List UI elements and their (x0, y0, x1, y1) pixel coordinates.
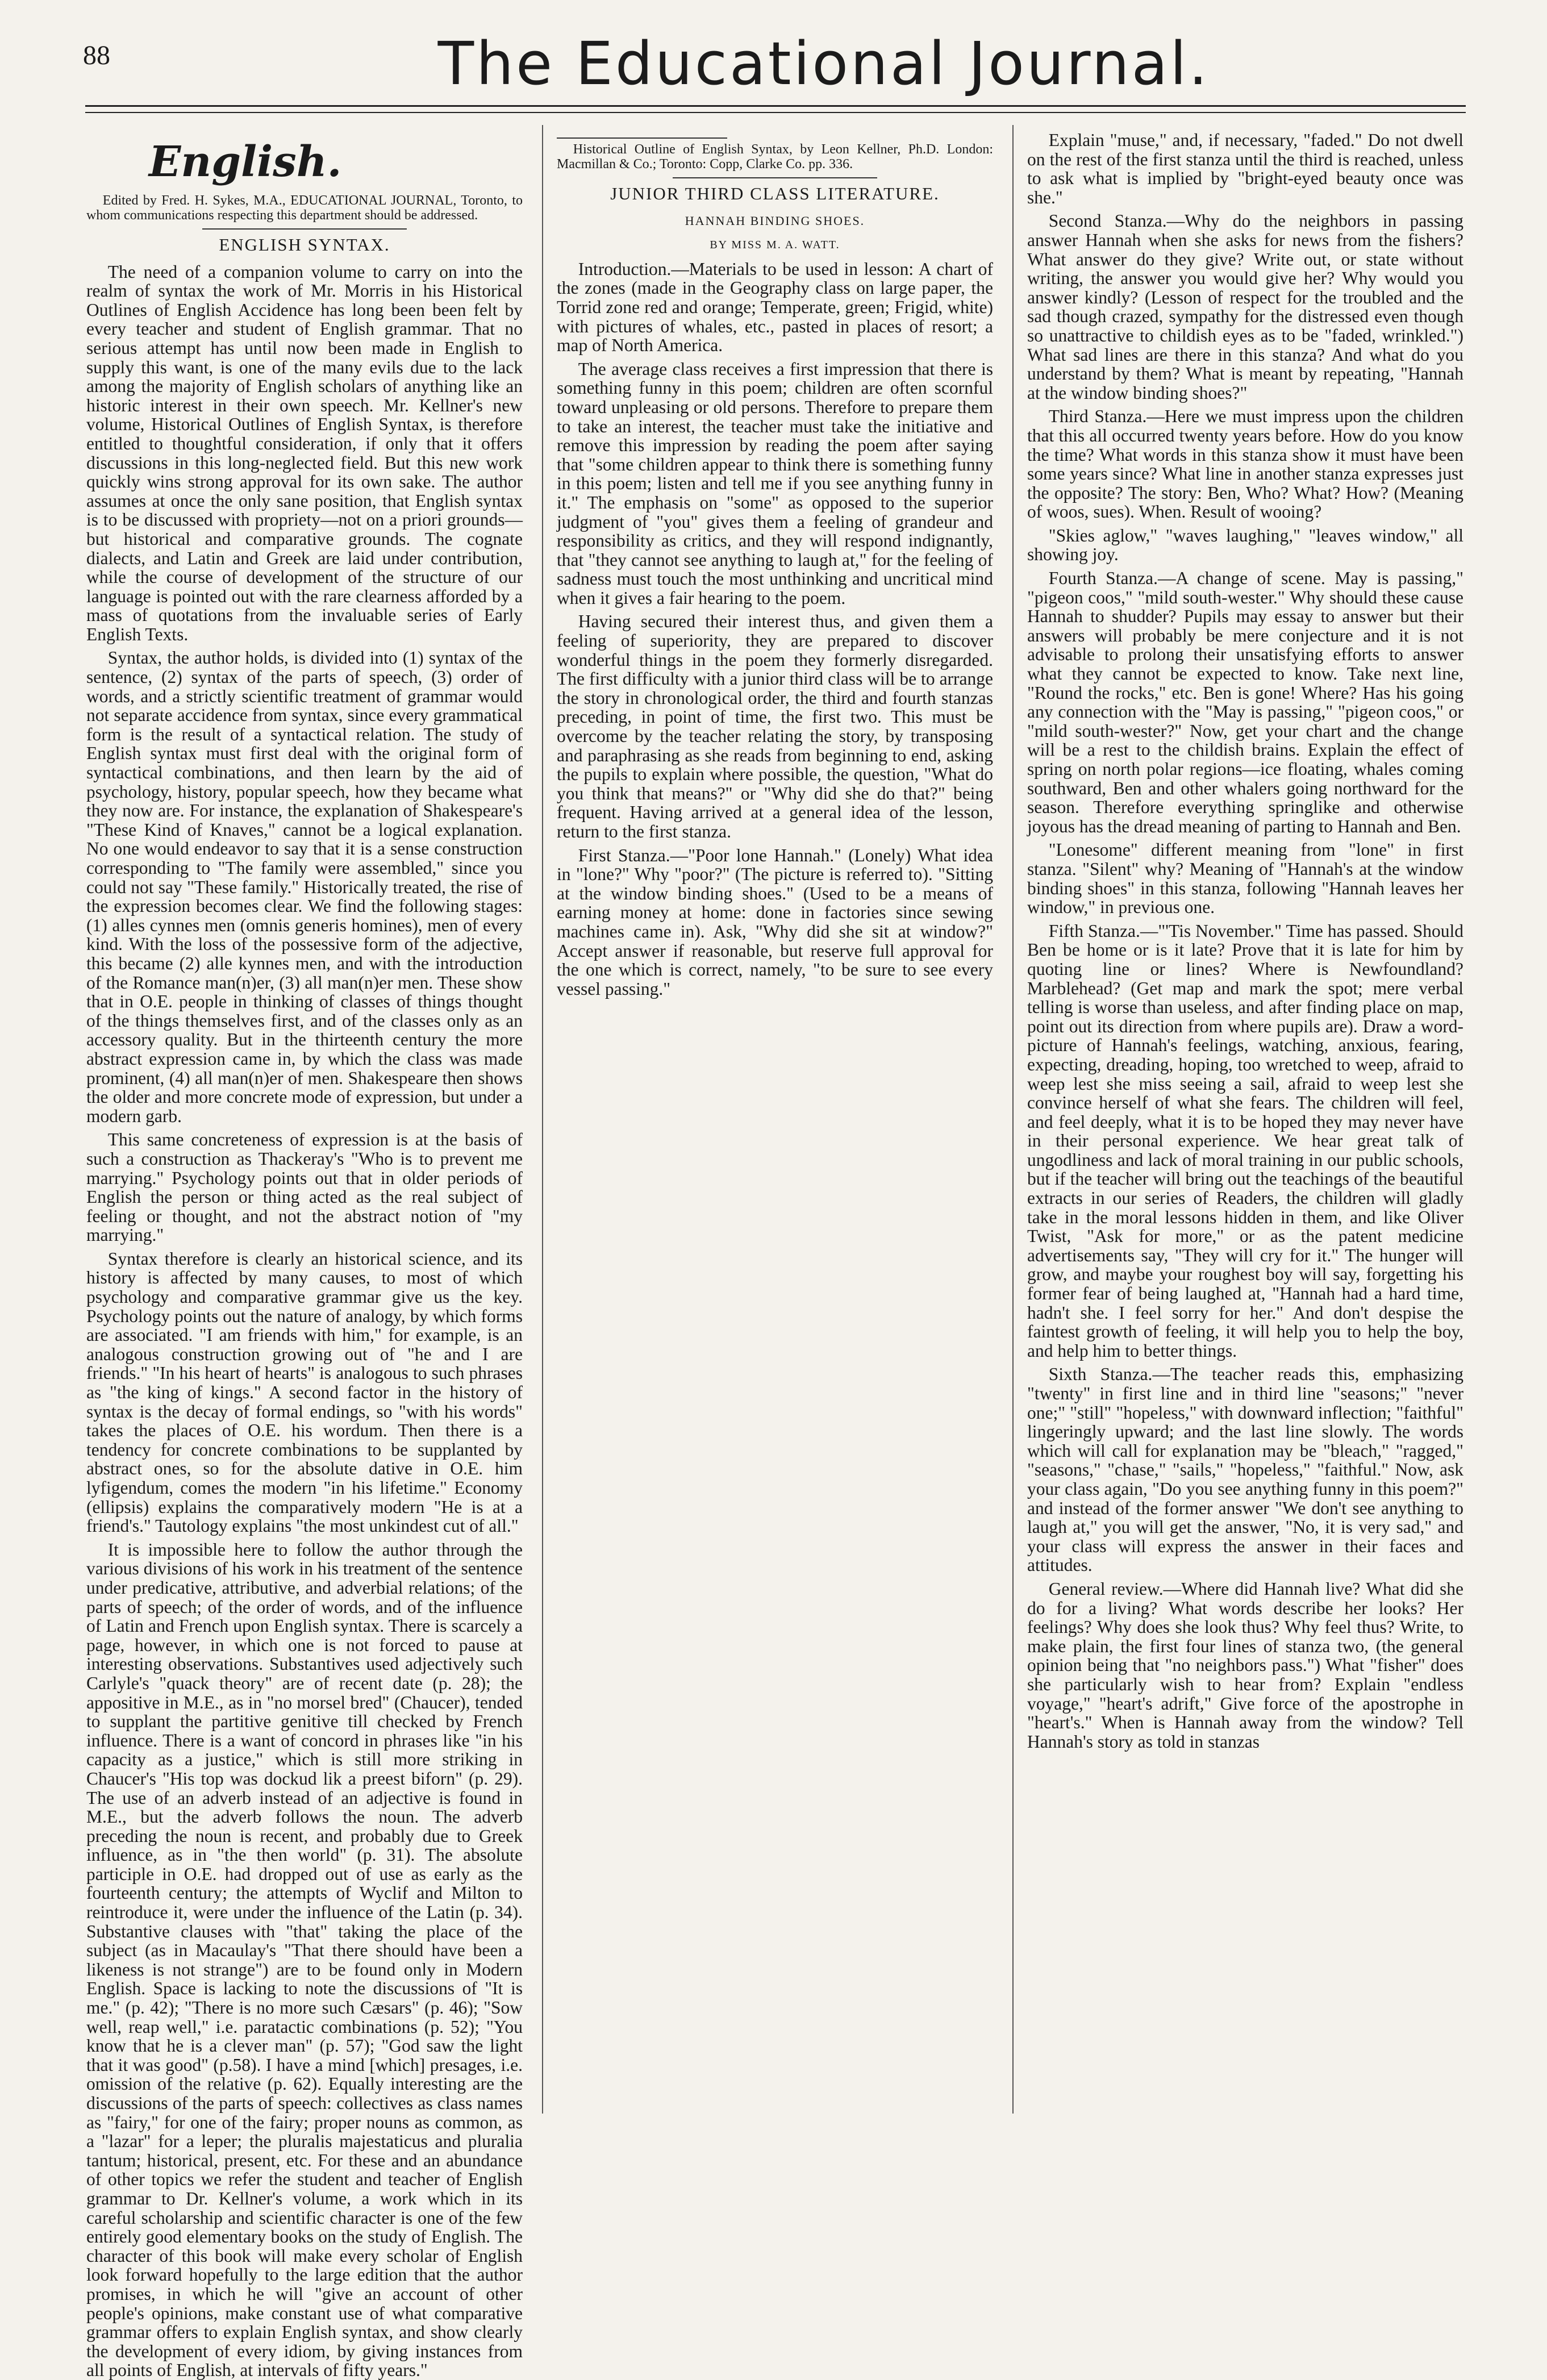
paragraph: Sixth Stanza.—The teacher reads this, emphasizing "twenty" in first line and in third line "seasons;" "never one;" "still" "hopeless," with downward inflection; "faithful" lingeringly upward; and the last line slowly. The words which will call for explanation may be "bleach," "ragged," "seasons," "chase," "sails," "hopeless," "faithful." Now, ask your class again, "Do you see anything funny in this poem?" and instead of the former answer "We don't see anything to laugh at," you will get the answer, "No, it is very sad," and your class will express the answer in their faces and attitudes. (1027, 1364, 1463, 1575)
paragraph: First Stanza.—"Poor lone Hannah." (Lonely) What idea in "lone?" Why "poor?" (The picture is referred to). "Sitting at the window binding shoes." (Used to be a means of earning money at home: done in factories since sewing machines came in). Ask, "Why did she sit at window?" Accept answer if reasonable, but reserve full approval for the one which is correct, namely, "to be sure to see every vessel passing." (557, 845, 993, 999)
article-subheading: HANNAH BINDING SHOES. (685, 213, 865, 228)
paragraph: Third Stanza.—Here we must impress upon the children that this all occurred twenty years before. How do you know the time? What words in this stanza show it must have been some years since? What line in another stanza expresses just the opposite? The story: Ben, Who? What? How? (Meaning of woos, sues). When. Result of wooing? (1027, 406, 1463, 522)
paragraph: Explain "muse," and, if necessary, "faded." Do not dwell on the rest of the first stanza until the third is reached, unless to ask what is implied by "bright-eyed beauty once was she." (1027, 130, 1463, 207)
paragraph: This same concreteness of expression is at the basis of such a construction as Thackeray's "Who is to prevent me marrying." Psychology points out that in older periods of English the person or thing acted as the real subject of feeling or thought, and not the abstract notion of "my marrying." (86, 1129, 523, 1245)
column-2 (557, 131, 993, 2108)
column-divider (542, 125, 543, 2114)
header-rule (85, 105, 1466, 107)
paragraph: Having secured their interest thus, and given them a feeling of superiority, they are prepared to discover wonderful things in the poem they formerly disregarded. The first difficulty with a junior third class will be to arrange the story in chronological order, the third and fourth stanzas preceding, in point of time, the first two. This must be overcome by the teacher relating the story, by transposing and paraphrasing as she reads from beginning to end, asking the pupils to explain where possible, the question, "What do you think that means?" or "Why did she do that?" being frequent. Having arrived at a general idea of the lesson, return to the first stanza. (557, 611, 993, 841)
article-heading: ENGLISH SYNTAX. (219, 235, 390, 255)
journal-title: The Educational Journal. (437, 29, 1210, 98)
column-1 (86, 131, 523, 2380)
paragraph: Second Stanza.—Why do the neighbors in passing answer Hannah when she asks for news from the fishers? What answer do they give? Write out, or state without writing, the answer you would give her? Why would you answer kindly? (Lesson of respect for the troubled and the sad though crazed, sympathy for the distressed even though so unattractive to childish eyes as to be "faded, wrinkled.") What sad lines are there in this stanza? And what do you understand by them? What is meant by repeating, "Hannah at the window binding shoes?" (1027, 211, 1463, 403)
footnote-rule (557, 137, 727, 139)
page-number: 88 (83, 40, 110, 70)
footnote: Historical Outline of English Syntax, by Leon Kellner, Ph.D. London: Macmillan & Co.; Toronto: Copp, Clarke Co. pp. 336. (557, 142, 993, 172)
paragraph: The need of a companion volume to carry on into the realm of syntax the work of Mr. Morris in his Historical Outlines of English Accidence has long been been felt by every teacher and student of English grammar. That no serious attempt has until now been made in English to supply this want, is one of the many evils due to the lack among the majority of English scholars of anything like an historic interest in their own speech. Mr. Kellner's new volume, Historical Outlines of English Syntax, is therefore entitled to thoughtful consideration, if only that it offers discussions in this long-neglected field. But this new work quickly wins strong approval for its own sake. The author assumes at once the only sane position, that English syntax is to be discussed with propriety—not on a priori grounds—but historical and comparative grounds. The cognate dialects, and Latin and Greek are laid under contribution, while the course of development of the structure of our language is pointed out with the rare clearness afforded by a mass of quotations from the invaluable series of Early English Texts. (86, 261, 523, 644)
paragraph: Syntax, the author holds, is divided into (1) syntax of the sentence, (2) syntax of the parts of speech, (3) order of words, and a strictly scientific treatment of grammar would not separate accidence from syntax, since every grammatical form is the result of a syntactical relation. The study of English syntax must first deal with the original form of syntactical combinations, and then learn by the aid of psychology, history, popular speech, how they became what they now are. For instance, the explanation of Shakespeare's "These Kind of Knaves," cannot be a logical explanation. No one would endeavor to say that it is a sense construction corresponding to "The family were assembled," since you could not say "These family." Historically treated, the rise of the expression becomes clear. We find the following stages: (1) alles cynnes men (omnis generis homines), men of every kind. With the loss of the possessive form of the adjective, this became (2) alle kynnes men, and with the introduction of the Romance man(n)er, (3) all man(n)er men. These show that in O.E. people in thinking of classes of things thought of the things themselves first, and of the classes only as an accessory quality. But in the thirteenth century the more abstract expression came in, by which the class was made prominent, (4) all man(n)er of men. Shakespeare then shows the older and more concrete mode of expression, but under a modern garb. (86, 648, 523, 1126)
paragraph: The average class receives a first impression that there is something funny in this poem; children are often scornful toward unpleasing or old persons. Therefore to prepare them to take an interest, the teacher must take the initiative and remove this impression by reading the poem after saying that "some children appear to think there is something funny in this poem; listen and tell me if you see anything funny in it." The emphasis on "some" as opposed to the superior judgment of "you" gives them a feeling of grandeur and responsibility as critics, and they will respond indignantly, that "they cannot see anything to laugh at," for the feeling of sadness must touch the most unthinking and uncritical mind when it gives a fair hearing to the poem. (557, 359, 993, 608)
column-3 (1027, 131, 1463, 2108)
editor-note: Edited by Fred. H. Sykes, M.A., EDUCATIONAL JOURNAL, Toronto, to whom communications respecting this department should be addressed. (86, 193, 523, 223)
article-heading: JUNIOR THIRD CLASS LITERATURE. (610, 184, 940, 203)
divider (673, 177, 877, 178)
byline: BY MISS M. A. WATT. (710, 239, 840, 252)
paragraph: Introduction.—Materials to be used in lesson: A chart of the zones (made in the Geography class on large paper, the Torrid zone red and orange; Temperate, green; Frigid, white) with pictures of whales, etc., pasted in places of resort; a map of North America. (557, 259, 993, 356)
column-divider (1012, 125, 1014, 2114)
paragraph: It is impossible here to follow the author through the various divisions of his work in his treatment of the sentence under predicative, attributive, and adverbial relations; of the parts of speech; of the order of words, and of the influence of Latin and French upon English syntax. There is scarcely a page, however, in which one is not forced to pause at interesting observations. Substantives used adjectively such Carlyle's "quack theory" are of recent date (p. 28); the appositive in M.E., as in "no morsel bred" (Chaucer), tended to supplant the partitive genitive till checked by French influence. There is a want of concord in phrases like "in his capacity as a justice," which is still more striking in Chaucer's "His top was dockud lik a preest biforn" (p. 29). The use of an adverb instead of an adjective is found in M.E., but the adverb follows the noun. The adverb preceding the noun is recent, and probably due to Greek influence, as in "the then world" (p. 31). The absolute participle in O.E. had dropped out of use as early as the fourteenth century; the attempts of Wyclif and Milton to reintroduce it, were under the influence of the Latin (p. 34). Substantive clauses with "that" taking the place of the subject (as in Macaulay's "That there should have been a likeness is not strange") are to be found only in Modern English. Space is lacking to note the discussions of "It is me." (p. 42); "There is no more such Cæsars" (p. 46); "Sow well, reap well," i.e. paratactic combinations (p. 52); "You know that he is a clever man" (p. 57); "God saw the light that it was good" (p.58). I have a mind [which] presages, i.e. omission of the relative (p. 62). Equally interesting are the discussions of the parts of speech: collectives as class names as "fairy," for one of the fairy; proper nouns as common, as a "lazar" for a leper; the pluralis majestaticus and pluralia tantum; historical, present, etc. For these and an abundance of other topics we refer the student and teacher of English grammar to Dr. Kellner's volume, a work which in its careful scholarship and scientific character is one of the few entirely good elementary books on the study of English. The character of this book will make every scholar of English look forward hopefully to the large edition that the author promises, in which he will "give an account of other people's opinions, make constant use of what comparative grammar offers to explain English syntax, and show clearly the development of every idiom, by giving instances from all points of English, at intervals of fifty years." (86, 1539, 523, 2380)
paragraph: Syntax therefore is clearly an historical science, and its history is affected by many causes, to most of which psychology and comparative grammar give us the key. Psychology points out the nature of analogy, by which forms are associated. "I am friends with him," for example, is an analogous construction growing out of "he and I are friends." "In his heart of hearts" is analogous to such phrases as "the king of kings." A second factor in the history of syntax is the decay of formal endings, so "with his words" takes the places of O.E. his wordum. Then there is a tendency for concrete combinations to be supplanted by abstract ones, so for the absolute dative in O.E. him lyfigendum, comes the modern "in his lifetime." Economy (ellipsis) explains the comparatively modern "He is at a friend's." Tautology explains "the most unkindest cut of all." (86, 1248, 523, 1536)
paragraph: "Lonesome" different meaning from "lone" in first stanza. "Silent" why? Meaning of "Hannah's at the window binding shoes" in this stanza, following "Hannah leaves her window," in previous one. (1027, 840, 1463, 918)
paragraph: General review.—Where did Hannah live? What did she do for a living? What words describe her looks? Her feelings? Why does she look thus? Why feel thus? Write, to make plain, the first four lines of stanza two, (the general opinion being that "no neighbors pass.") What "fisher" does she particularly wish to hear from? Explain "endless voyage," "heart's adrift," Give force of the apostrophe in "heart's." When is Hannah away from the window? Tell Hannah's story as told in stanzas (1027, 1578, 1463, 1752)
section-title: English. (149, 137, 342, 186)
paragraph: "Skies aglow," "waves laughing," "leaves window," all showing joy. (1027, 525, 1463, 565)
paragraph: Fourth Stanza.—A change of scene. May is passing," "pigeon coos," "mild south-wester." Why should these cause Hannah to shudder? Pupils may essay to answer but their answers will probably be mere conjecture and it is not advisable to prolong their unsatisfying efforts to answer what they cannot be expected to know. Take next line, "Round the rocks," etc. Ben is gone! Where? Has his going any connection with the "May is passing," "pigeon coos," or "mild south-wester?" Now, get your chart and the change will be a rest to the childish brains. Explain the effect of spring on north polar regions—ice floating, whales coming southward, Ben and other whalers going northward for the season. Therefore everything springlike and otherwise joyous has the dread meaning of parting to Hannah and Ben. (1027, 568, 1463, 836)
header-rule-thin (85, 112, 1466, 113)
paragraph: Fifth Stanza.—"'Tis November." Time has passed. Should Ben be home or is it late? Prove that it is late for him by quoting line or lines? Where is Newfoundland? Marblehead? (Get map and mark the spot; mere verbal telling is worse than useless, and after finding place on map, point out its direction from where pupils are). Draw a word-picture of Hannah's feelings, watching, anxious, fearing, expecting, dreading, hoping, too wretched to weep, afraid to weep lest she miss seeing a sail, afraid to weep lest she convince herself of what she fears. The children will feel, and feel deeply, what it is to be hoped they may never have in their personal experience. We hear great talk of ungodliness and lack of moral training in our public schools, but if the teacher will bring out the teachings of the beautiful extracts in our series of Readers, the children will gladly take in the moral lessons hidden in them, and like Oliver Twist, "Ask for more," or as the patent medicine advertisements say, "They will cry for it." The hunger will grow, and maybe your roughest boy will say, forgetting his former fear of being laughed at, "Hannah had a hard time, hadn't she. I feel sorry for her." And don't despise the faintest growth of feeling, it will help you to help the boy, and help him to better things. (1027, 920, 1463, 1361)
divider (202, 228, 407, 230)
